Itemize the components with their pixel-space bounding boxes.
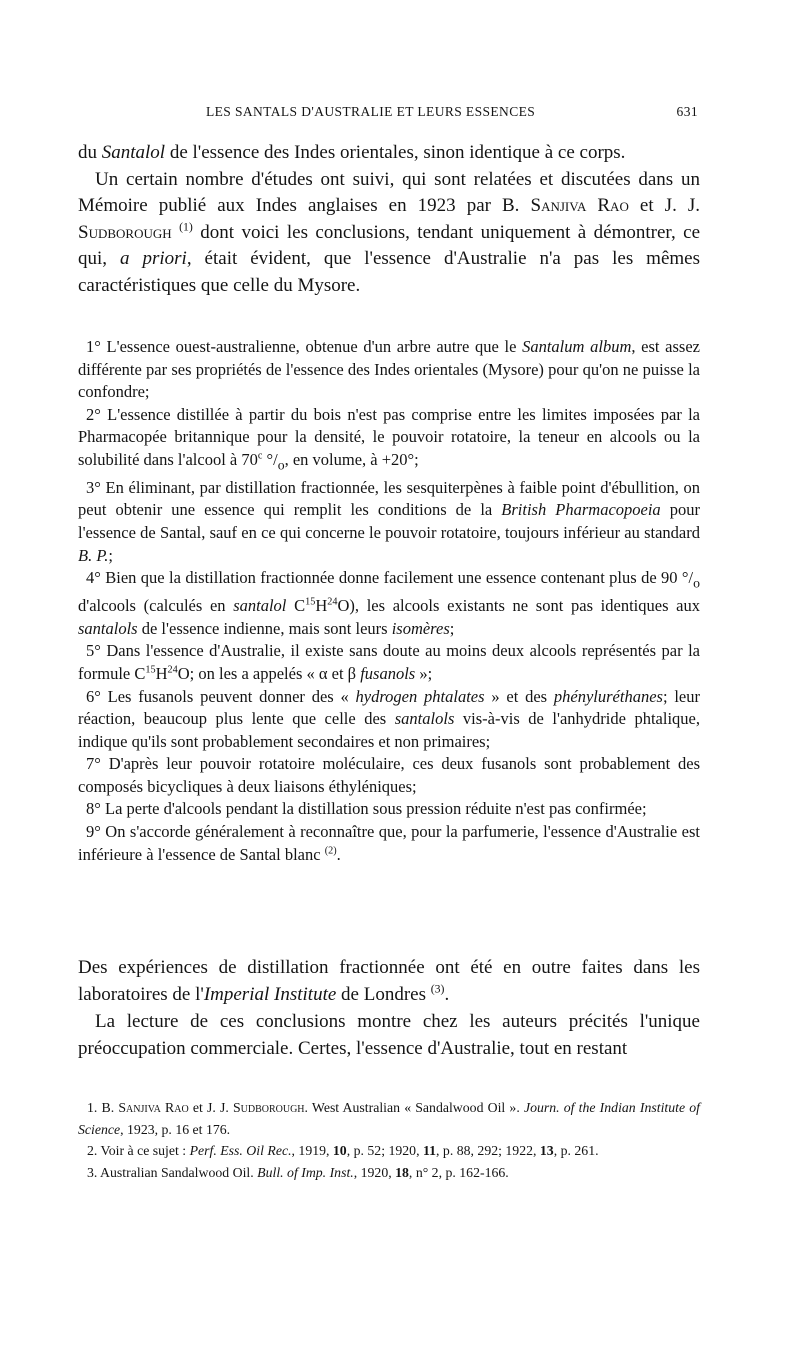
text-run: , p. 52; 1920, (346, 1143, 423, 1158)
formula-part: H (315, 596, 328, 616)
text-run: En éliminant, par distillation fractionnée, les sesquiterpènes à faible point d'ébullition, on peut obtenir une essence qui remplit les conditions de la (78, 477, 700, 520)
text-run: , 1919, (291, 1143, 333, 1158)
author-name: Sudborough (78, 221, 172, 243)
text-run: vis-à-vis de l'anhydride phtalique, indique qu'ils sont probablement secondaires et non primaires; (78, 709, 700, 751)
conclusion-item-4 (78, 567, 700, 640)
superscript: c (257, 450, 263, 462)
term-fusanols: fusanols (360, 663, 416, 683)
term-santalols: santalols (394, 709, 455, 729)
text-run: Un certain nombre d'études ont suivi, qui sont relatées et discutées dans un Mémoire publié aux Indes anglaises en 1923 par B. (78, 168, 700, 216)
term-phenylurethanes: phényluréthanes (553, 686, 663, 706)
volume-number: 18 (395, 1164, 409, 1180)
text-run: ; (449, 618, 455, 638)
running-title: LES SANTALS D'AUSTRALIE ET LEURS ESSENCES (206, 104, 536, 119)
text-run: L'essence ouest-australienne, obtenue d'un arbre autre que le (100, 337, 523, 356)
text-run: ), les alcools existants ne sont pas identiques aux (349, 596, 700, 616)
text-run: , n° 2, p. 162-166. (408, 1164, 509, 1180)
footnote-number: 1. (87, 1100, 98, 1115)
footnote-ref: (2) (324, 845, 337, 857)
text-run: D'après leur pouvoir rotatoire moléculaire, ces deux fusanols sont probablement des composés bicycliques à deux liaisons éthyléniques; (78, 754, 700, 796)
abbreviation: B. P. (78, 545, 109, 565)
conclusion-item-7 (78, 753, 700, 798)
journal-title: Journ. of the Indian Institute of Science (78, 1100, 700, 1137)
formula-index: 15 (305, 596, 316, 608)
text-run: , 1920, (353, 1164, 396, 1180)
volume-number: 11 (422, 1143, 437, 1158)
item-number: 8° (86, 799, 101, 819)
text-run: , p. 88, 292; 1922, (436, 1143, 540, 1158)
text-run: , était évident, que l'essence d'Australie n'a pas les mêmes caractéristiques que celle du Mysore. (78, 248, 700, 296)
intro-paragraph-2 (78, 167, 700, 300)
text-run: dont voici les conclusions, tendant uniquement à démontrer, ce qui, (78, 221, 700, 269)
volume-number: 10 (332, 1143, 347, 1158)
text-run: , est assez différente par ses propriétés de l'essence des Indes orientales (Mysore) pour qu'on ne puisse la confondre; (78, 337, 700, 402)
conclusion-item-2 (78, 404, 700, 477)
text-run: ; (108, 545, 113, 565)
conclusion-item-9 (78, 821, 700, 866)
formula-part: C (286, 596, 306, 616)
item-number: 2° (86, 404, 101, 424)
text-run: °/ (262, 449, 278, 469)
text-run: d'alcools (calculés en (78, 596, 234, 616)
text-run: , 1923, p. 16 et 176. (120, 1121, 231, 1137)
term-isomeres: isomères (391, 618, 450, 638)
text-run: Bien que la distillation fractionnée donne facilement une essence contenant plus de 90 °/ (100, 568, 694, 588)
text-run: du (78, 142, 102, 163)
text-run: L'essence distillée à partir du bois n'est pas comprise entre les limites imposées par la Pharmacopée britannique pour la densité, le pouvoir rotatoire, la teneur en alcools ou la solubilité dans l'alcool à 70 (78, 404, 700, 469)
volume-number: 13 (539, 1143, 554, 1158)
text-run: de Londres (336, 984, 431, 1005)
subscript: o (277, 457, 285, 473)
conclusion-item-6 (78, 686, 700, 754)
conclusions-list (78, 336, 700, 866)
footnote-number: 3. (87, 1164, 98, 1180)
footnote-1 (78, 1097, 700, 1140)
item-number: 3° (86, 477, 101, 497)
text-run: pour l'essence de Santal, sauf en ce qui concerne le pouvoir rotatoire, toujours inférieur au standard (78, 500, 700, 543)
text-run: » et des (484, 686, 554, 706)
species-name: Santalum album (522, 337, 632, 356)
formula-index: 24 (167, 664, 178, 676)
item-number: 1° (86, 337, 101, 356)
text-run: La lecture de ces conclusions montre chez les auteurs précités l'unique préoccupation commerciale. Certes, l'essence d'Australie, tout en restant (78, 1011, 700, 1059)
footnote-3 (78, 1162, 700, 1184)
footnotes (78, 1097, 700, 1183)
journal-title: Perf. Ess. Oil Rec. (189, 1143, 292, 1158)
term-santalol: Santalol (101, 142, 166, 163)
text-run: B. (97, 1100, 119, 1115)
term-santalol: santalol (233, 596, 287, 616)
item-number: 9° (86, 822, 101, 842)
formula-index: 15 (145, 664, 156, 676)
term-hydrogen-phtalates: hydrogen phtalates (355, 686, 485, 706)
text-run: de l'essence indienne, mais sont leurs (137, 618, 392, 638)
formula-index: 24 (327, 596, 338, 608)
formula-part: O (337, 596, 350, 616)
text-run: , p. 261. (553, 1143, 599, 1158)
term-a-priori: a priori (120, 248, 187, 269)
outro-section (78, 954, 700, 1062)
text-run: . (444, 984, 450, 1005)
page-number: 631 (676, 104, 698, 119)
book-title: British Pharmacopoeia (501, 500, 661, 520)
outro-paragraph-2 (78, 1008, 700, 1062)
item-number: 6° (86, 686, 101, 706)
text-run: de l'essence des Indes orientales, sinon identique à ce corps. (165, 142, 626, 163)
author-name: Sanjiva Rao (530, 195, 629, 216)
item-number: 4° (86, 568, 101, 588)
institution-name: Imperial Institute (203, 984, 337, 1005)
text-run: O; on les a appelés « α et β (177, 663, 361, 683)
text-run: Les fusanols peuvent donner des « (100, 686, 356, 706)
text-run: Australian Sandalwood Oil. (97, 1164, 258, 1180)
conclusion-item-3 (78, 477, 700, 567)
text-run: ; leur réaction, beaucoup plus lente que celle des (78, 686, 700, 729)
text-run: . West Australian « Sandalwood Oil ». (304, 1100, 524, 1115)
footnote-number: 2. (87, 1143, 98, 1158)
text-run: Dans l'essence d'Australie, il existe sans doute au moins deux alcools représentés par la formule C (78, 641, 700, 683)
text-run: et J. J. (628, 195, 701, 216)
conclusion-item-8 (78, 798, 700, 821)
text-run: Des expériences de distillation fractionnée ont été en outre faites dans les laboratoires de l' (78, 957, 700, 1005)
text-run: et J. J. (188, 1100, 233, 1115)
conclusion-item-5 (78, 640, 700, 685)
text-run: »; (415, 663, 433, 683)
footnote-2 (78, 1140, 700, 1162)
text-run: On s'accorde généralement à reconnaître que, pour la parfumerie, l'essence d'Australie est inférieure à l'essence de Santal blanc (78, 822, 700, 864)
footnote-ref: (3) (430, 982, 445, 996)
author-name: Sanjiva Rao (118, 1100, 189, 1115)
formula-part: H (155, 663, 168, 683)
item-number: 5° (86, 641, 101, 661)
running-head (78, 104, 698, 124)
text-run: , en volume, à +20°; (284, 449, 419, 469)
text-run: . (336, 844, 341, 864)
journal-title: Bull. of Imp. Inst. (257, 1164, 354, 1180)
term-santalols: santalols (78, 618, 138, 638)
text-run: La perte d'alcools pendant la distillation sous pression réduite n'est pas confirmée; (100, 799, 647, 819)
item-number: 7° (86, 754, 101, 774)
conclusion-item-1 (78, 336, 700, 404)
intro-paragraph-1 (78, 140, 700, 167)
subscript: o (693, 575, 700, 591)
outro-paragraph-1 (78, 954, 700, 1008)
author-name: Sudborough (232, 1100, 305, 1115)
text-run: Voir à ce sujet : (97, 1143, 190, 1158)
intro-section (78, 140, 700, 299)
footnote-ref: (1) (179, 220, 193, 234)
